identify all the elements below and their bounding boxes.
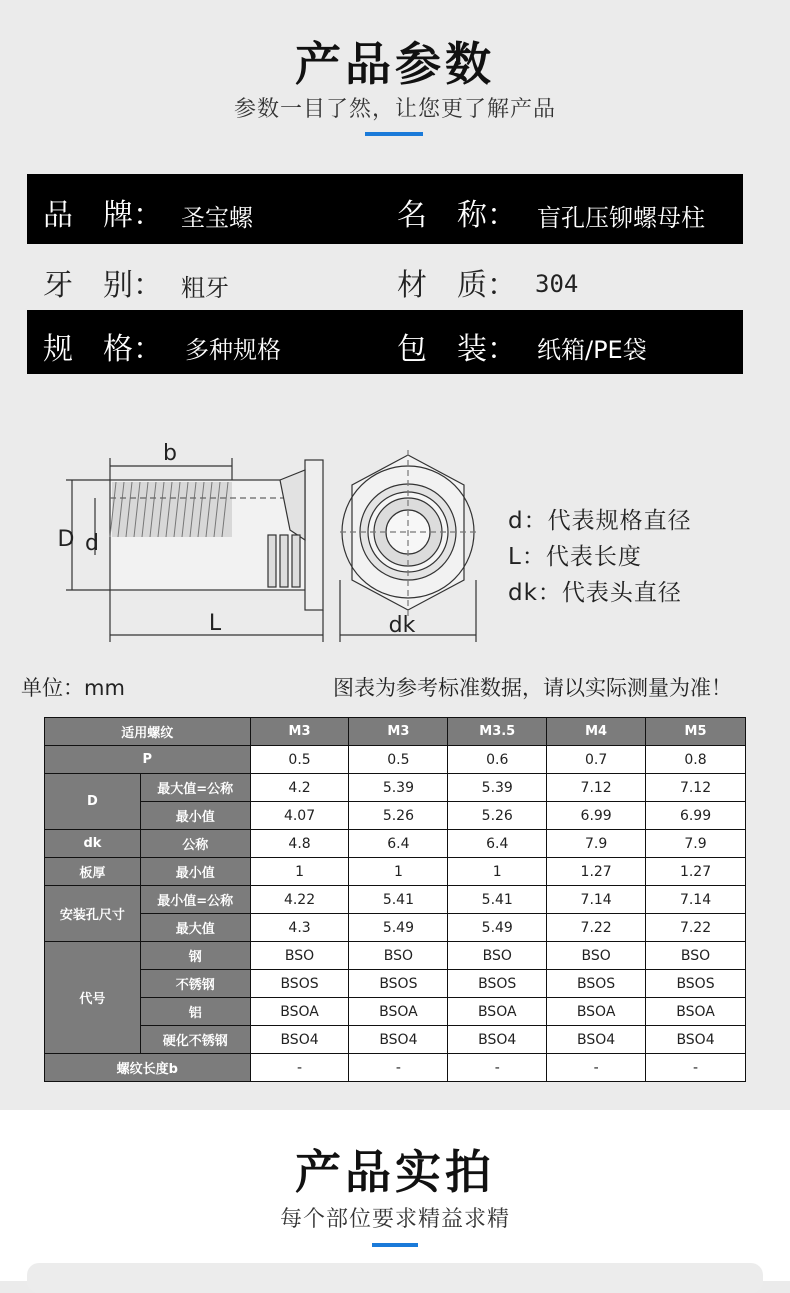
row-group-label: D	[45, 774, 141, 830]
table-row	[45, 1054, 746, 1082]
table-cell: 6.4	[448, 830, 547, 858]
table-cell: BSOS	[349, 970, 448, 998]
table-cell: 4.07	[250, 802, 349, 830]
table-cell: 5.26	[349, 802, 448, 830]
table-cell: 7.9	[547, 830, 646, 858]
spec-row-thread	[27, 244, 743, 314]
table-cell: BSO4	[349, 1026, 448, 1054]
table-cell: 4.2	[250, 774, 349, 802]
table-column-header: M3	[250, 718, 349, 746]
table-cell: BSO	[448, 942, 547, 970]
table-row	[45, 914, 746, 942]
table-row	[45, 1026, 746, 1054]
table-cell: 7.14	[646, 886, 746, 914]
table-cell: BSO	[250, 942, 349, 970]
spec-label: 牙 别：	[43, 268, 163, 303]
table-cell: BSOS	[547, 970, 646, 998]
unit-note: 单位：mm	[21, 676, 125, 700]
row-label: P	[45, 746, 251, 774]
row-label: 钢	[140, 942, 250, 970]
table-row	[45, 830, 746, 858]
table-cell: 4.22	[250, 886, 349, 914]
table-cell: 0.5	[349, 746, 448, 774]
table-cell: 0.7	[547, 746, 646, 774]
table-cell: 6.4	[349, 830, 448, 858]
accent-bar	[365, 132, 423, 136]
table-cell: 6.99	[547, 802, 646, 830]
table-cell: 0.6	[448, 746, 547, 774]
table-cell: -	[646, 1054, 746, 1082]
table-cell: 5.41	[349, 886, 448, 914]
section-subtitle: 参数一目了然，让您更了解产品	[233, 97, 556, 122]
photo-card	[27, 1263, 763, 1293]
spec-label: 名 称：	[397, 198, 517, 233]
table-cell: BSO	[646, 942, 746, 970]
row-group-label: dk	[45, 830, 141, 858]
table-cell: 1.27	[646, 858, 746, 886]
row-label: 公称	[140, 830, 250, 858]
table-row	[45, 970, 746, 998]
dim-dk-label: dk	[388, 613, 416, 638]
table-cell: 1.27	[547, 858, 646, 886]
table-cell: BSOA	[448, 998, 547, 1026]
spec-value: 304	[535, 270, 579, 298]
dim-L-label: L	[208, 611, 222, 636]
row-group-label: 代号	[45, 942, 141, 1054]
table-cell: 5.39	[349, 774, 448, 802]
row-label: 不锈钢	[140, 970, 250, 998]
table-row	[45, 774, 746, 802]
table-cell: -	[250, 1054, 349, 1082]
table-cell: BSOA	[547, 998, 646, 1026]
table-cell: 1	[448, 858, 547, 886]
table-row	[45, 858, 746, 886]
table-cell: 0.8	[646, 746, 746, 774]
spec-label: 品 牌：	[43, 198, 163, 233]
table-column-header: M5	[646, 718, 746, 746]
table-column-header: M3	[349, 718, 448, 746]
table-row	[45, 746, 746, 774]
table-cell: BSOS	[646, 970, 746, 998]
table-cell: BSOA	[646, 998, 746, 1026]
spec-label: 规 格：	[43, 332, 163, 367]
accent-bar-2	[372, 1243, 418, 1247]
table-cell: 0.5	[250, 746, 349, 774]
section2-subtitle: 每个部位要求精益求精	[279, 1207, 510, 1232]
dim-D-label: D	[57, 527, 75, 552]
table-cell: 7.14	[547, 886, 646, 914]
dim-b-label: b	[163, 441, 177, 466]
table-header-label: 适用螺纹	[45, 718, 251, 746]
table-cell: 5.49	[448, 914, 547, 942]
row-label: 最小值	[140, 802, 250, 830]
table-cell: BSO4	[448, 1026, 547, 1054]
table-cell: 7.12	[547, 774, 646, 802]
spec-label: 材 质：	[397, 268, 517, 303]
table-cell: BSOA	[349, 998, 448, 1026]
table-cell: 5.26	[448, 802, 547, 830]
section-title: 产品参数	[295, 37, 495, 91]
spec-value: 盲孔压铆螺母柱	[537, 204, 705, 232]
table-row	[45, 718, 746, 746]
table-cell: BSO4	[250, 1026, 349, 1054]
table-cell: BSO4	[646, 1026, 746, 1054]
spec-table	[44, 717, 746, 1082]
table-cell: 7.9	[646, 830, 746, 858]
row-label: 最小值=公称	[140, 886, 250, 914]
table-cell: 4.8	[250, 830, 349, 858]
table-row	[45, 998, 746, 1026]
section2-title: 产品实拍	[295, 1145, 495, 1199]
spec-row-brand	[27, 174, 743, 244]
table-cell: BSO	[349, 942, 448, 970]
table-cell: 6.99	[646, 802, 746, 830]
table-cell: 7.22	[547, 914, 646, 942]
spec-value: 圣宝螺	[181, 204, 253, 232]
row-label: 最大值=公称	[140, 774, 250, 802]
row-label: 最大值	[140, 914, 250, 942]
row-label: 铝	[140, 998, 250, 1026]
table-cell: 5.41	[448, 886, 547, 914]
table-cell: 4.3	[250, 914, 349, 942]
spec-value: 多种规格	[185, 336, 281, 364]
table-row	[45, 942, 746, 970]
table-cell: -	[547, 1054, 646, 1082]
disclaimer-note: 图表为参考标准数据，请以实际测量为准！	[333, 676, 732, 700]
table-column-header: M3.5	[448, 718, 547, 746]
table-cell: 7.22	[646, 914, 746, 942]
rivet-nut-drawing	[50, 430, 510, 650]
table-cell: 5.49	[349, 914, 448, 942]
spec-value: 纸箱/PE袋	[537, 336, 647, 364]
table-cell: BSOA	[250, 998, 349, 1026]
table-row	[45, 802, 746, 830]
legend-d: d：代表规格直径	[508, 508, 692, 534]
legend-L: L：代表长度	[508, 544, 642, 570]
table-cell: 1	[250, 858, 349, 886]
spec-row-spec	[27, 310, 743, 374]
row-label: 硬化不锈钢	[140, 1026, 250, 1054]
table-column-header: M4	[547, 718, 646, 746]
legend-dk: dk：代表头直径	[508, 580, 682, 606]
row-label: 最小值	[140, 858, 250, 886]
table-cell: 5.39	[448, 774, 547, 802]
table-cell: 1	[349, 858, 448, 886]
spec-label: 包 装：	[397, 332, 517, 367]
table-cell: BSO4	[547, 1026, 646, 1054]
table-cell: -	[448, 1054, 547, 1082]
table-cell: BSOS	[448, 970, 547, 998]
table-cell: BSOS	[250, 970, 349, 998]
table-row	[45, 886, 746, 914]
table-cell: -	[349, 1054, 448, 1082]
row-group-label: 安装孔尺寸	[45, 886, 141, 942]
table-cell: BSO	[547, 942, 646, 970]
dim-d-label: d	[85, 531, 99, 556]
spec-value: 粗牙	[181, 274, 229, 302]
table-cell: 7.12	[646, 774, 746, 802]
row-label: 螺纹长度b	[45, 1054, 251, 1082]
row-group-label: 板厚	[45, 858, 141, 886]
